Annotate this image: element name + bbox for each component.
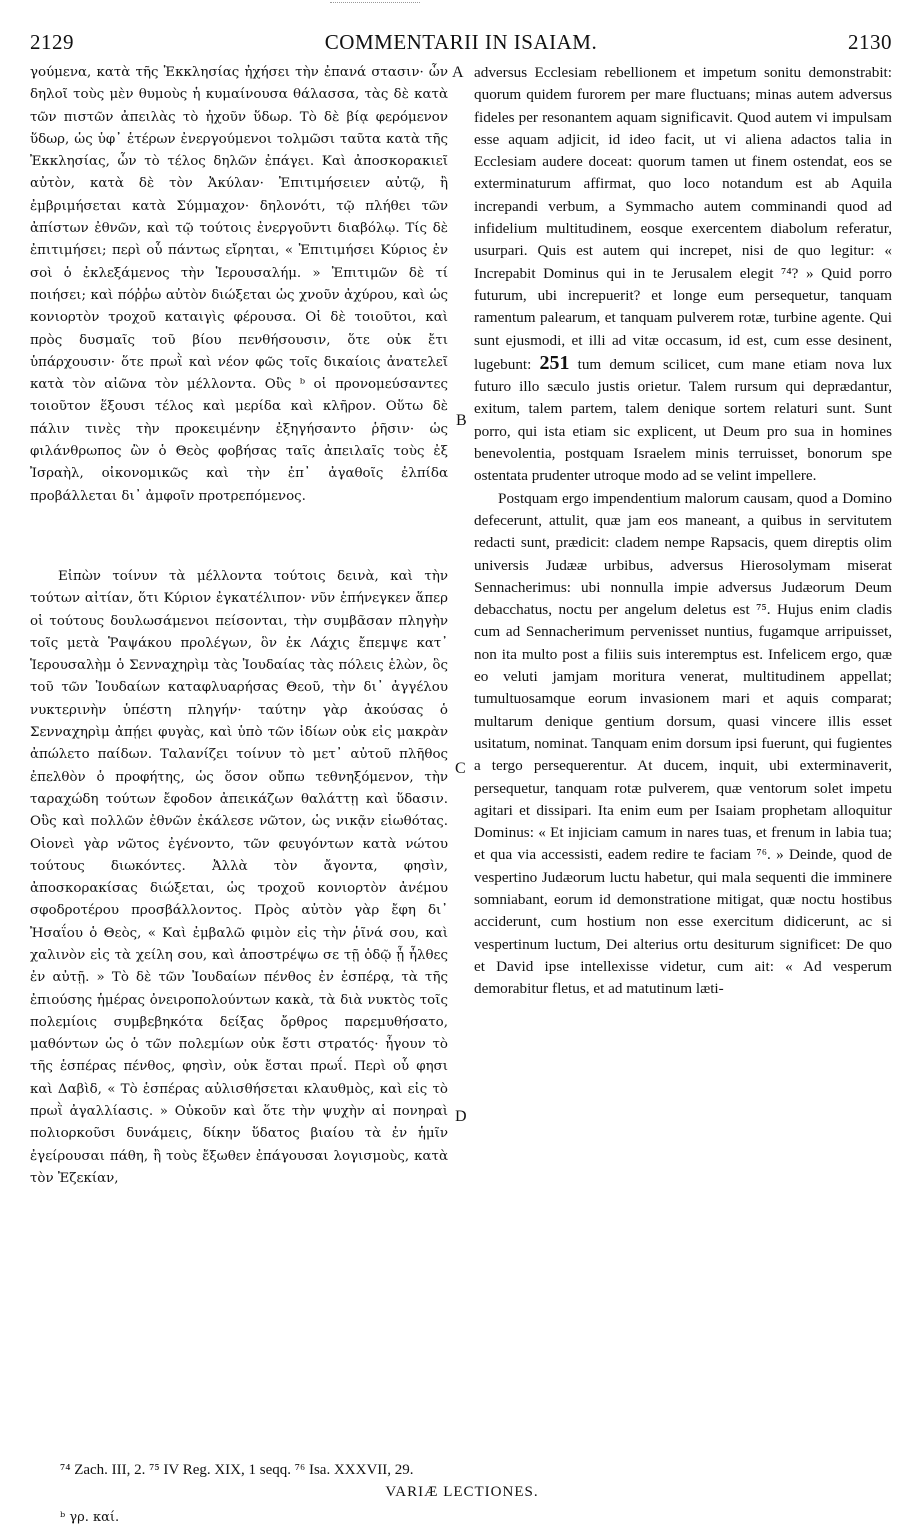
variant-reading: ᵇ γρ. καί. (60, 1510, 120, 1525)
greek-paragraph-2: Εἰπὼν τοίνυν τὰ μέλλοντα τούτοις δεινὰ, καὶ τὴν τούτων αἰτίαν, ὅτι Κύριον ἐγκατέλιπον· νῦν ἐπήνεγκεν ἅπερ οἱ τούτους δουλωσάμενοι πείσονται, τὴν συμβᾶσαν πληγὴν τοῖς μετὰ Ῥαψάκου προλέγων, ὃν ἐκ Λάχις ἔπεμψε κατ᾽ Ἱερουσαλὴμ ὁ Σενναχηρὶμ τὰς Ἰουδαίας τὰς πόλεις ἑλὼν, ὃς τοῦ τῶν Ἰουδαίων καταφλυαρήσας Θεοῦ, τὴν δι᾽ ἀγγέλου νυκτερινὴν ὑπέστη πληγήν· ταύτην γὰρ ἀκούσας ὁ Σενναχηρὶμ ἀπῄει φυγὰς, καὶ ὑπὸ τῶν ἰδίων οὐκ εἰς μακρὰν ἀπώλετο παίδων. Ταλανίζει τοίνυν τὸ μετ᾽ αὐτοῦ πλῆθος ἐπελθὸν ὁ προφήτης, ὡς ὅσον οὔπω τεθνηξόμενον, τὴν ταραχώδη τούτων ἔφοδον ἀπεικάζων θαλάττῃ καὶ ὕδασιν. Οὓς καὶ πολλῶν ἐθνῶν ἐκάλεσε νῶτον, ὡς νικᾷν εἰωθότας. Οἱονεὶ γὰρ νῶτος ἐγένοντο, τῶν φευγόντων κατὰ νώτου τούτους διωκόντες. Ἀλλὰ τὸν ἄγοντα, φησὶν, ἀποσκορακίσας διώξεται, ὡς τροχοῦ κονιορτὸν ἀνέμου σφοδροτέρου προσβάλλοντος. Πρὸς αὐτὸν γὰρ ἔφη δι᾽ Ἠσαΐου ὁ Θεὸς, « Καὶ ἐμβαλῶ φιμὸν εἰς τὴν ῥῖνά σου, καὶ χαλινὸν εἰς τὰ χείλη σου, καὶ ἀποστρέψω σε τῇ ὁδῷ ᾗ ἦλθες ἐν αὐτῇ. » Τὸ δὲ τῶν Ἰουδαίων πένθος ἐν ἑσπέρᾳ, τὰ τῆς ἐπιούσης ἡμέρας ὀνειροπολούντων κακὰ, τὰ διὰ νυκτὸς τοῖς πολεμίοις συμβεβηκότα δείξας ὄρθρος παρεμυθήσατο, μαθόντων ὡς ὁ τῶν πολεμίων οὐκ ἔστι στρατός· ἦγουν τὸ τῆς ἑσπέρας πένθος, φησὶν, οὐκ ἔσται πρωΐ. Περὶ οὗ φησι καὶ Δαβὶδ, « Τὸ ἑσπέρας αὐλισθήσεται κλαυθμὸς, καὶ εἰς τὸ πρωῒ ἀγαλλίασις. » Οὐκοῦν καὶ ὅτε τὴν ψυχὴν αἱ πονηραὶ πολιορκοῦσι δυνάμεις, δίκην ὕδατος βιαίου τὰ ἐν ἡμῖν ἐγείρουσαι πάθη, ἢ τοὺς ἔξωθεν ἐπάγουσαι λογισμοὺς, κατὰ τὸν Ἐζεκίαν, (30, 568, 448, 1186)
running-title: COMMENTARII IN ISAIAM. (324, 30, 598, 54)
latin-paragraph-1 (474, 62, 892, 488)
margin-letter-a: A (452, 64, 464, 81)
page-number-right: 2130 (848, 30, 892, 54)
paragraph-gap (30, 508, 448, 566)
margin-letter-d: D (455, 1108, 467, 1125)
greek-column (30, 62, 448, 1190)
column-number: 251 (539, 351, 570, 374)
footnotes: ⁷⁴ Zach. III, 2. ⁷⁵ IV Reg. XIX, 1 seqq. ⁷⁶ Isa. XXXVII, 29. (60, 1462, 414, 1478)
page-header (30, 30, 892, 58)
latin-paragraph-1-part-a: adversus Ecclesiam rebellionem et impetum sonitu demonstrabit: quorum quidem furorem per mare fluctuans; minas autem adversus fideles per resonantem aquam significavit. Quod autem vi impulsam esse aquam adjicit, id ideo facit, ut vi aliena adactos talia in Ecclesiam audere doceat: quorum tamen ut finem ostendat, eos se exterminaturum affirmat, quo loco notandum est ab Aquila increpandi verbum, a Symmacho autem comminandi quod ad infidelium multitudinem, eosque exercentem diabolum referatur, usurpari. Quis est autem qui increpet, nisi de quo legitur: « Increpabit Dominus qui in te Jerusalem elegit ⁷⁴? » Quid porro futurum, ubi increpuerit? et longe eum persequetur, tanquam ramentum palearum, et tanquam pulverem rotæ, turbine agente. Qui sunt ejusmodi, et illi ad vitæ occasum, id est, cum esse desinent, lugebunt: (474, 64, 892, 373)
latin-paragraph-2: Postquam ergo impendentium malorum causam, quod a Domino defecerunt, attulit, quæ jam eos maneant, a quibus in servitutem redacti sunt, prædicit: cladem nempe Rapsacis, quem direptis olim universis Judææ urbibus, adversus Hierosolymam miserat Sennacherimus: ubi nonnulla impie adversus Judæorum Deum debacchatus, noctu per angelum deletus est ⁷⁵. Hujus enim cladis cum ad Sennacherimum pervenisset nuntius, fugamque arripuisset, non ita multo post a filiis suis interemptus est. Infelicem ergo, quæ eo veluti jamjam moritura venerat, multitudinem appellat; tumultuosamque eorum invasionem mari et aquis comparat; multarum denique gentium dorsum, quasi vincere illis esset usitatum, nominat. Tanquam enim dorsum ipsi fuerunt, qui fugientes a tergo persequerentur. At ducem, inquit, ubi exterminaverit, persequetur, tanquam rotæ pulverem, quæ ventorum solet impetu agitari et dissipari. Ita enim eum per Isaiam prophetam alloquitur Dominus: « Et injiciam camum in nares tuas, et frenum in labia tua; et qua via accessisti, eadem redire te faciam ⁷⁶. » Deinde, quod de vespertino Judæorum luctu habetur, qui mala sequenti die imminere somniabant, eorum id demonstratione mitigat, quæ noctu hostibus acciderunt, cum hostium non esse exercitum didicerunt, ac si vespertinum luctum, Dei alterius ortu desiturum significet: De quo et David ipse intellexisse videtur, cum ait: « Ad vesperum demorabitur fletus, et ad matutinum læti- (474, 489, 892, 998)
page-number-left: 2129 (30, 30, 74, 54)
greek-paragraph-1: γούμενα, κατὰ τῆς Ἐκκλησίας ἠχήσει τὴν ἐπανά στασιν· ὧν δηλοῖ τοὺς μὲν θυμοὺς ἡ κυμαίνουσα θάλασσα, τὰς δὲ κατὰ τῶν πιστῶν ἀπειλὰς τὸ ἠχοῦν ὕδωρ. Τὸ δὲ βίᾳ φερόμενον ὕδωρ, ὡς ὑφ᾽ ἑτέρων ἐνεργούμενοι τολμῶσι ταῦτα κατὰ τῆς Ἐκκλησίας, ὧν τὸ τέλος δηλῶν ἐπάγει. Καὶ ἀποσκορακιεῖ αὐτὸν, κατὰ δὲ τὸν Ἀκύλαν· Ἐπιτιμήσειεν αὐτῷ, ἢ ἐμβριμήσεται κατὰ Σύμμαχον· δηλονότι, τῷ πλήθει τῶν ἀπίστων ἐθνῶν, καὶ τῷ τούτοις ἐνεργοῦντι διαβόλῳ. Τίς δὲ ἐπιτιμήσει; περὶ οὗ πάντως εἴρηται, « Ἐπιτιμήσει Κύριος ἐν σοὶ ὁ ἐκλεξάμενος τὴν Ἱερουσαλήμ. » Ἐπιτιμῶν δὲ τί ποιήσει; καὶ πόῤῥω αὐτὸν διώξεται ὡς χνοῦν ἀχύρου, καὶ ὡς κονιορτὸν τροχοῦ καταιγὶς φέρουσα. Οἱ δὲ τοιοῦτοι, καὶ πρὸς δυσμαῖς τοῦ βίου πενθήσουσιν, ὅτε οὐκ ἔτι ὑπάρχουσιν· ὅτε πρωῒ καὶ νέον φῶς τοῖς δικαίοις ἀνατελεῖ κατὰ τὸν αἰῶνα τὸν μέλλοντα. Οὓς ᵇ οἱ προνομεύσαντες τοιοῦτον ἕξουσι τέλος καὶ μερίδα καὶ κλῆρον. Οὕτω δὲ πάλιν τινὲς τὴν προκειμένην ἐξηγήσαντο ῥῆσιν· ὡς φιλάνθρωπος ὢν ὁ Θεὸς φοβήσας ταῖς ἀπειλαῖς τοὺς ἐξ Ἰσραὴλ, οἰκονομικῶς καὶ τὴν ἐπ᾽ ἀγαθοῖς ἐλπίδα προβάλλεται δι᾽ ἀμφοῖν προτρεπόμενος. (30, 65, 448, 504)
margin-letter-c: C (455, 760, 466, 777)
latin-column (474, 62, 892, 1000)
latin-paragraph-1-part-b: tum demum scilicet, cum mane etiam nova lux futuro illo sæculo justis orietur. Talem rursum qui deprædantur, exitum, talem partem, talem denique sortem relaturi sunt. Sunt porro, qui ista etiam sic explicent, ut Deum pro sua in homines benevolentia, postquam Israelem minis terruisset, bonorum spe ostentata prudenter utroque modo ad se velint impellere. (474, 355, 893, 485)
margin-letter-b: B (456, 412, 467, 429)
top-ornament (330, 2, 420, 7)
variae-lectiones-heading: VARIÆ LECTIONES. (385, 1484, 539, 1500)
